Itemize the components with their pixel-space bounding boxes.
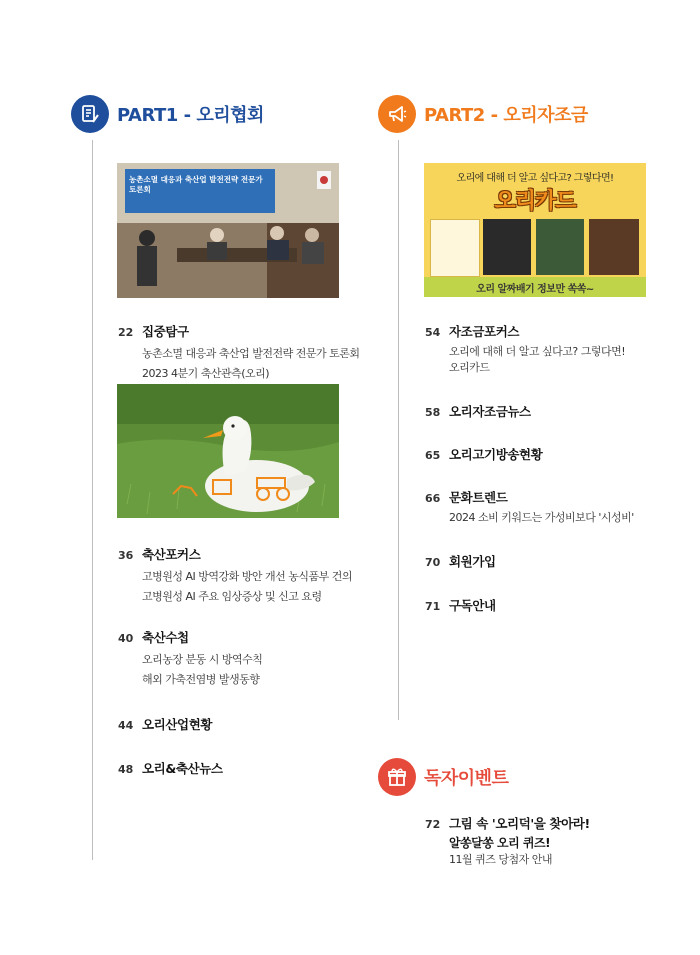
page-number: 70 bbox=[425, 556, 441, 569]
toc-entry-58[interactable] bbox=[425, 402, 531, 420]
event-title: 독자이벤트 bbox=[424, 768, 509, 789]
page-number: 66 bbox=[425, 492, 441, 505]
page-number: 71 bbox=[425, 600, 441, 613]
entry-subtitle: 고병원성 AI 주요 임상증상 및 신고 요령 bbox=[142, 590, 322, 603]
toc-entry-66[interactable] bbox=[425, 488, 634, 526]
part1-divider-line bbox=[92, 140, 93, 860]
entry-title: 오리산업현황 bbox=[142, 717, 213, 732]
toc-entry-40[interactable] bbox=[118, 628, 262, 690]
entry-subtitle-bold: 알쏭달쏭 오리 퀴즈! bbox=[449, 836, 551, 850]
entry-subtitle: 오리에 대해 더 알고 싶다고? 그렇다면! bbox=[449, 345, 626, 358]
part2-title: PART2 - 오리자조금 bbox=[424, 105, 588, 126]
part2-divider-line bbox=[398, 140, 399, 720]
toc-entry-54[interactable] bbox=[425, 322, 625, 376]
banner-headline: 오리에 대해 더 알고 싶다고? 그렇다면! bbox=[456, 173, 614, 184]
banner-card-2 bbox=[483, 219, 531, 275]
document-icon bbox=[71, 95, 109, 133]
entry-subtitle: 2023 4분기 축산관측(오리) bbox=[142, 367, 270, 380]
page-number: 40 bbox=[118, 632, 134, 645]
page-number: 54 bbox=[425, 326, 441, 339]
entry-title: 오리고기방송현황 bbox=[449, 447, 543, 462]
page-number: 72 bbox=[425, 818, 441, 831]
entry-subtitle: 농촌소멸 대응과 축산업 발전전략 전문가 토론회 bbox=[142, 347, 360, 360]
banner-footer: 오리 알짜배기 정보만 쏙쏙~ bbox=[476, 284, 594, 295]
gift-icon bbox=[378, 758, 416, 796]
entry-title: 오리자조금뉴스 bbox=[449, 404, 531, 419]
entry-title: 회원가입 bbox=[449, 554, 496, 569]
seminar-photo bbox=[117, 163, 339, 298]
toc-entry-65[interactable] bbox=[425, 445, 542, 463]
toc-entry-70[interactable] bbox=[425, 552, 496, 570]
entry-title: 오리&축산뉴스 bbox=[142, 761, 223, 776]
entry-title: 구독안내 bbox=[449, 598, 496, 613]
banner-card-3 bbox=[536, 219, 584, 275]
seminar-banner-text: 농촌소멸 대응과 축산업 발전전략 전문가 토론회 bbox=[129, 175, 263, 194]
toc-entry-71[interactable] bbox=[425, 596, 496, 614]
page-number: 65 bbox=[425, 449, 441, 462]
banner-card-4 bbox=[589, 219, 639, 275]
banner-card-1 bbox=[430, 219, 480, 277]
entry-subtitle: 해외 가축전염병 발생동향 bbox=[142, 673, 260, 686]
entry-title: 자조금포커스 bbox=[449, 324, 520, 339]
toc-entry-22[interactable] bbox=[118, 322, 360, 384]
toc-entry-48[interactable] bbox=[118, 759, 223, 777]
toc-entry-36[interactable] bbox=[118, 545, 352, 607]
entry-subtitle: 11월 퀴즈 당첨자 안내 bbox=[449, 853, 552, 866]
part1-title: PART1 - 오리협회 bbox=[117, 105, 264, 126]
event-header bbox=[378, 758, 508, 796]
entry-subtitle: 2024 소비 키워드는 가성비보다 '시성비' bbox=[449, 511, 634, 524]
entry-subtitle: 오리농장 분동 시 방역수칙 bbox=[142, 653, 263, 666]
page-number: 36 bbox=[118, 549, 134, 562]
toc-entry-44[interactable] bbox=[118, 715, 212, 733]
page-number: 48 bbox=[118, 763, 134, 776]
entry-subtitle: 고병원성 AI 방역강화 방안 개선 농식품부 건의 bbox=[142, 570, 353, 583]
entry-title: 축산수첩 bbox=[142, 630, 189, 645]
toc-entry-72[interactable] bbox=[425, 814, 590, 868]
entry-title: 집중탐구 bbox=[142, 324, 189, 339]
page-number: 58 bbox=[425, 406, 441, 419]
entry-title: 축산포커스 bbox=[142, 547, 201, 562]
duck-card-banner bbox=[424, 163, 646, 297]
entry-subtitle: 오리카드 bbox=[449, 361, 490, 374]
entry-title: 문화트렌드 bbox=[449, 490, 508, 505]
megaphone-icon bbox=[378, 95, 416, 133]
part2-header bbox=[378, 95, 588, 133]
duck-photo bbox=[117, 384, 339, 518]
entry-title: 그림 속 '오리덕'을 찾아라! bbox=[449, 816, 590, 831]
page-number: 22 bbox=[118, 326, 134, 339]
banner-brand: 오리카드 bbox=[494, 189, 576, 214]
part1-header bbox=[71, 95, 264, 133]
page-number: 44 bbox=[118, 719, 134, 732]
